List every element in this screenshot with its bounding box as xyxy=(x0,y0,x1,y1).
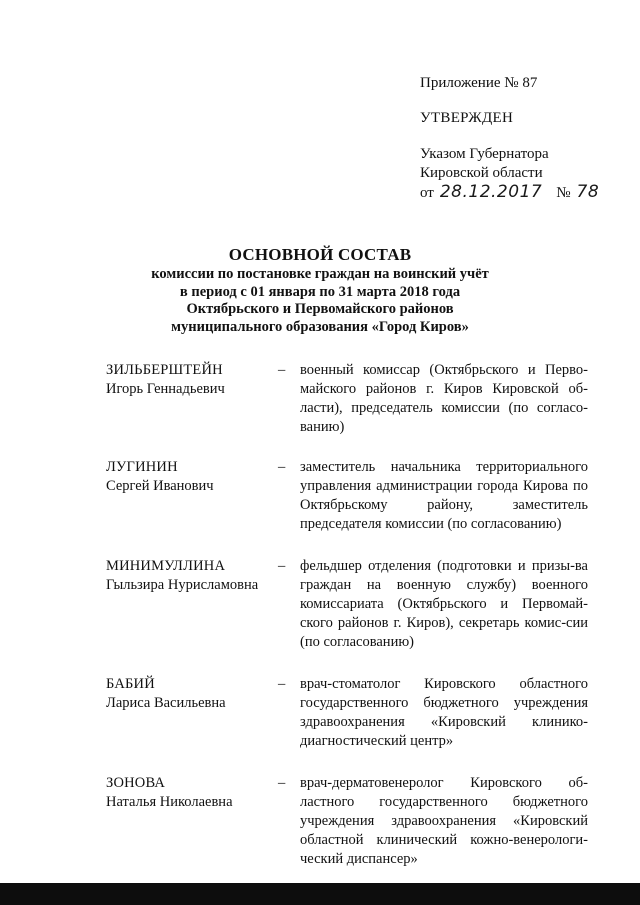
member-surname: ЗОНОВА xyxy=(106,775,166,791)
member-entry xyxy=(106,557,588,652)
member-role: врач-стоматолог Кировского областного государственного бюджетного учреждения здравоохранения «Кировский клинико-диагностический центр» xyxy=(300,676,588,749)
member-given-name: Сергей Иванович xyxy=(106,478,214,494)
title-line-3: Октябрьского и Первомайского районов xyxy=(186,301,454,317)
member-role: врач-дерматовенеролог Кировского об-ластного государственного бюджетного учреждения здравоохранения «Кировский областной клинический кожно-венерологи-ческий диспансер» xyxy=(300,775,588,867)
scan-border-bar xyxy=(0,883,640,905)
member-role: заместитель начальника территориального управления администрации города Кирова по Октябрьскому району, заместитель председателя комиссии (по согласованию) xyxy=(300,459,588,532)
dash-separator: – xyxy=(278,362,286,378)
member-surname: ЗИЛЬБЕРШТЕЙН xyxy=(106,362,223,378)
members-list xyxy=(106,361,588,869)
from-label: от xyxy=(420,185,434,201)
approved-stamp-text: УТВЕРЖДЕН xyxy=(420,110,514,126)
member-name xyxy=(106,774,278,869)
member-role: военный комиссар (Октябрьского и Перво-майского районов г. Киров Кировской об-ласти), председатель комиссии (по согласо-ванию) xyxy=(300,362,588,435)
member-given-name: Игорь Геннадьевич xyxy=(106,381,225,397)
member-given-name: Лариса Васильевна xyxy=(106,695,226,711)
member-surname: МИНИМУЛЛИНА xyxy=(106,558,226,574)
decree-line-1: Указом Губернатора xyxy=(420,146,549,162)
member-surname: ЛУГИНИН xyxy=(106,459,178,475)
member-role: фельдшер отделения (подготовки и призы-ва граждан на военную службу) военного комиссариата (Октябрьского и Первомай-ского районов г. Киров), секретарь комис-сии (по согласованию) xyxy=(300,558,588,650)
title-line-4: муниципального образования «Город Киров» xyxy=(171,318,469,335)
title-main: ОСНОВНОЙ СОСТАВ xyxy=(228,245,412,264)
number-label: № xyxy=(556,185,571,201)
title-line-1: комиссии по постановке граждан на воинский учёт xyxy=(151,266,489,282)
member-surname: БАБИЙ xyxy=(106,676,155,692)
document-title xyxy=(100,244,540,336)
member-given-name: Наталья Николаевна xyxy=(106,794,233,810)
appendix-number: Приложение № 87 xyxy=(420,75,538,91)
decree-date-row xyxy=(420,183,630,203)
dash-separator: – xyxy=(278,558,286,574)
approval-block xyxy=(420,74,630,203)
member-name xyxy=(106,458,278,534)
decree-line-2: Кировской области xyxy=(420,165,543,181)
member-name xyxy=(106,557,278,652)
member-name xyxy=(106,675,278,751)
dash-separator: – xyxy=(278,459,286,475)
member-entry xyxy=(106,675,588,751)
dash-separator: – xyxy=(278,775,286,791)
member-entry xyxy=(106,361,588,437)
dash-separator: – xyxy=(278,676,286,692)
member-name xyxy=(106,361,278,437)
handwritten-date: 28.12.2017 xyxy=(439,182,543,202)
handwritten-number: 78 xyxy=(576,182,600,202)
title-line-2: в период с 01 января по 31 марта 2018 года xyxy=(179,283,461,300)
member-given-name: Гыльзира Нурисламовна xyxy=(106,577,259,593)
member-entry xyxy=(106,774,588,869)
member-entry xyxy=(106,458,588,534)
